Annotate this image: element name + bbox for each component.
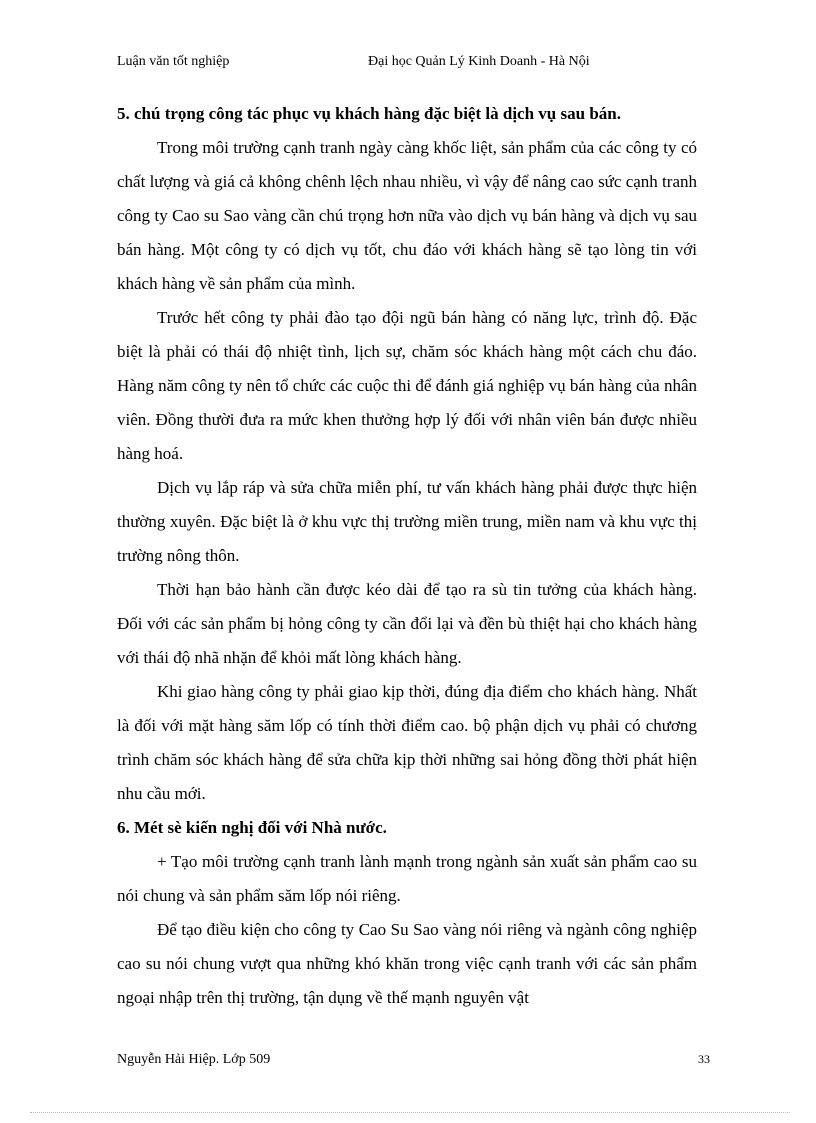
- university-label: Đại học Quản Lý Kinh Doanh - Hà Nội: [368, 54, 590, 69]
- paragraph: Khi giao hàng công ty phải giao kịp thời, đúng địa điểm cho khách hàng. Nhất là đối với mặt hàng săm lốp có tính thời điểm cao. bộ phận dịch vụ phải có chương trình chăm sóc khách hàng để sửa chữa kịp thời những sai hỏng đồng thời phát hiện nhu cầu mới.: [117, 682, 697, 803]
- page-footer: [117, 1052, 710, 1072]
- author-label: Nguyễn Hải Hiệp. Lớp 509: [117, 1052, 271, 1067]
- thesis-label: Luận văn tốt nghiệp: [117, 54, 230, 69]
- paragraph: Để tạo điều kiện cho công ty Cao Su Sao vàng nói riêng và ngành công nghiệp cao su nói chung vượt qua những khó khăn trong việc cạnh tranh với các sản phẩm ngoại nhập trên thị trường, tận dụng về thế mạnh nguyên vật: [117, 920, 697, 1007]
- paragraph: Trong môi trường cạnh tranh ngày càng khốc liệt, sản phẩm của các công ty có chất lượng và giá cả không chênh lệch nhau nhiều, vì vậy để nâng cao sức cạnh tranh công ty Cao su Sao vàng cần chú trọng hơn nữa vào dịch vụ bán hàng và dịch vụ sau bán hàng. Một công ty có dịch vụ tốt, chu đáo với khách hàng sẽ tạo lòng tin với khách hàng về sản phẩm của mình.: [117, 138, 697, 293]
- page-number: 33: [698, 1052, 710, 1066]
- page-header: [117, 54, 627, 74]
- paragraph: Dịch vụ lắp ráp và sửa chữa miễn phí, tư vấn khách hàng phải được thực hiện thường xuyên. Đặc biệt là ở khu vực thị trường miền trung, miền nam và khu vực thị trường nông thôn.: [117, 478, 697, 565]
- page-bottom-divider: [30, 1112, 790, 1113]
- paragraph: Thời hạn bảo hành cần được kéo dài để tạo ra sù tin tưởng của khách hàng. Đối với các sản phẩm bị hỏng công ty cần đổi lại và đền bù thiệt hại cho khách hàng với thái độ nhã nhặn để khỏi mất lòng khách hàng.: [117, 580, 697, 667]
- section-heading-5: 5. chú trọng công tác phục vụ khách hàng đặc biệt là dịch vụ sau bán.: [117, 104, 621, 123]
- document-body: [117, 97, 697, 1015]
- paragraph: Trước hết công ty phải đào tạo đội ngũ bán hàng có năng lực, trình độ. Đặc biệt là phải có thái độ nhiệt tình, lịch sự, chăm sóc khách hàng một cách chu đáo. Hàng năm công ty nên tổ chức các cuộc thi để đánh giá nghiệp vụ bán hàng của nhân viên. Đồng thười đưa ra mức khen thưởng hợp lý đối với nhân viên bán được nhiều hàng hoá.: [117, 308, 697, 463]
- section-heading-6: 6. Mét sè kiến nghị đối với Nhà nước.: [117, 818, 387, 837]
- paragraph: + Tạo môi trường cạnh tranh lành mạnh trong ngành sản xuất sản phẩm cao su nói chung và sản phẩm săm lốp nói riêng.: [117, 852, 697, 905]
